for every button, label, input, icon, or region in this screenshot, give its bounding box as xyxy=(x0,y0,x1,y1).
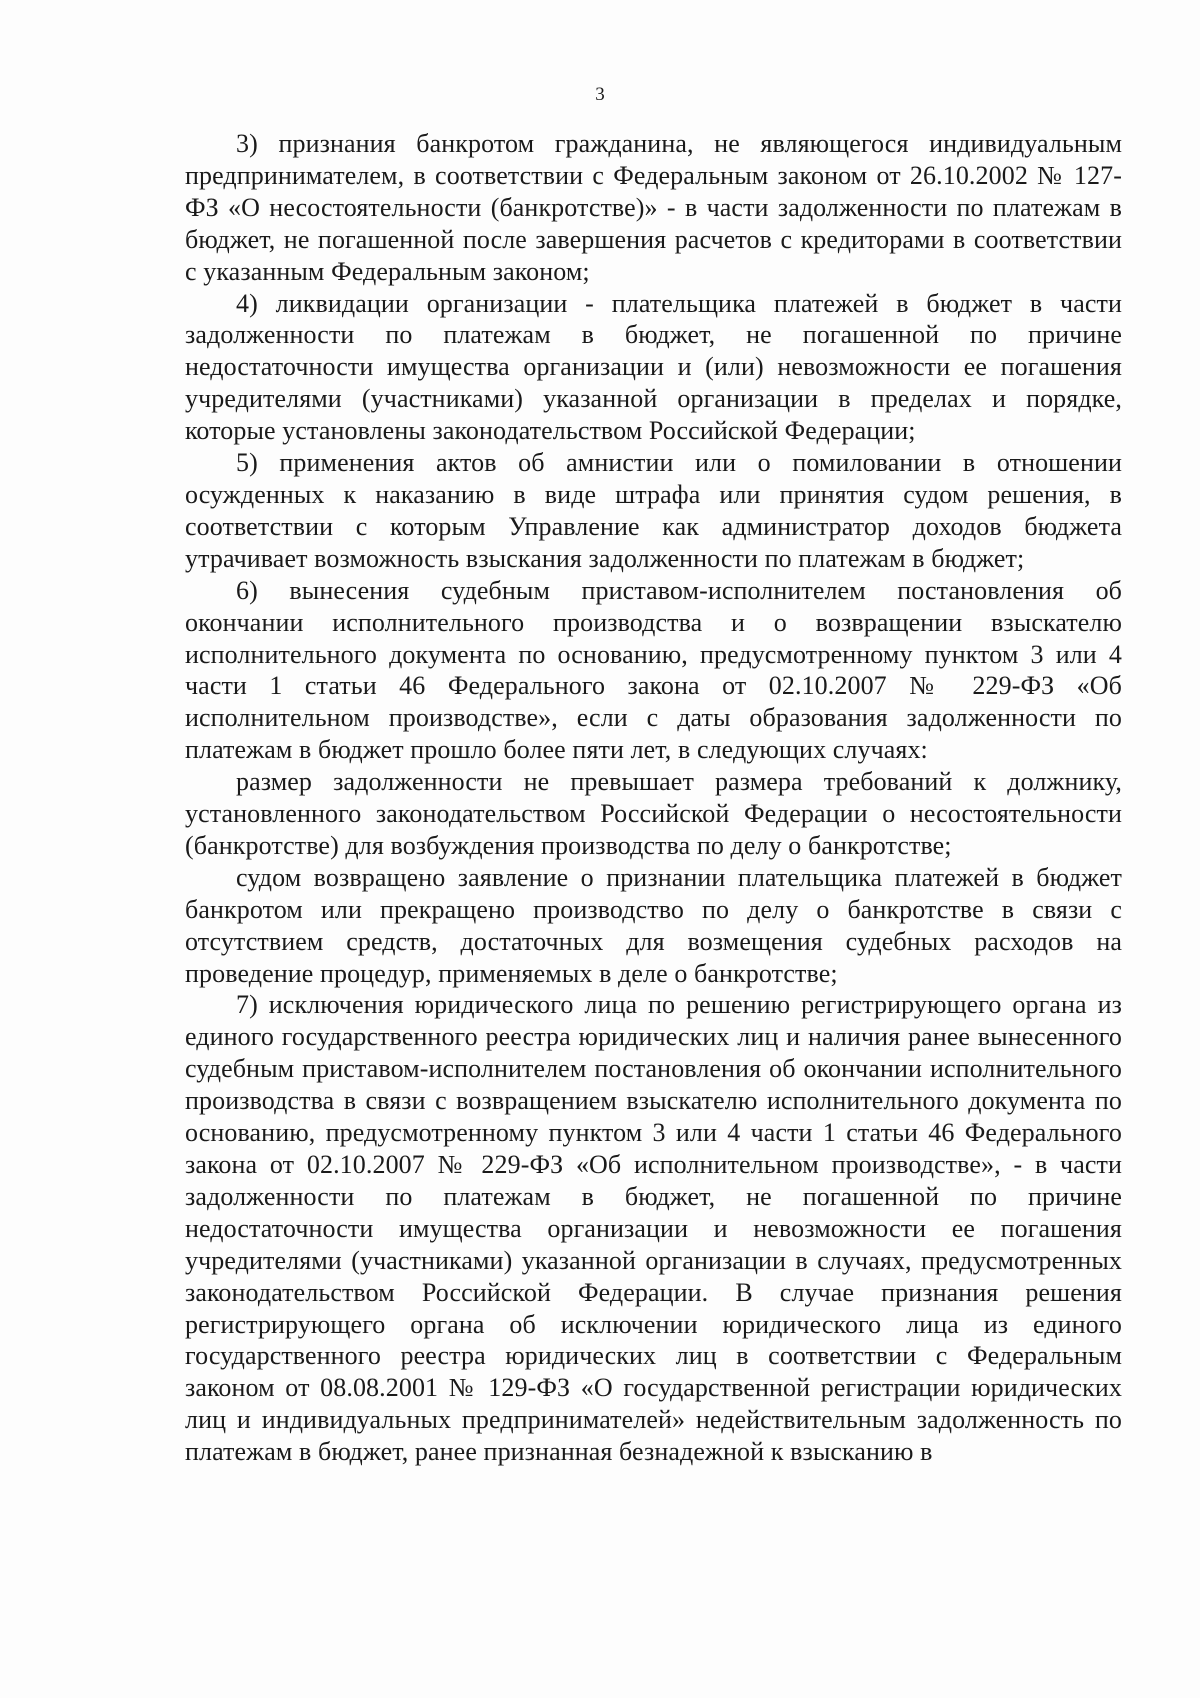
paragraph-subitem-court-returned: судом возвращено заявление о признании плательщика платежей в бюджет банкротом или прекращено производство по делу о банкротстве в связи с отсутствием средств, достаточных для возмещения судебных расходов на проведение процедур, применяемых в деле о банкротстве; xyxy=(185,862,1122,988)
paragraph-item-4: 4) ликвидации организации - плательщика платежей в бюджет в части задолженности по платежам в бюджет, не погашенной по причине недостаточности имущества организации и (или) невозможности ее погашения учредителями (участниками) указанной организации в пределах и порядке, которые установлены законодательством Российской Федерации; xyxy=(185,288,1122,446)
paragraph-subitem-debt-size: размер задолженности не превышает размера требований к должнику, установленного законодательством Российской Федерации о несостоятельности (банкротстве) для возбуждения производства по делу о банкротстве; xyxy=(185,767,1122,860)
paragraph-item-6: 6) вынесения судебным приставом-исполнителем постановления об окончании исполнительного производства и о возвращении взыскателю исполнительного документа по основанию, предусмотренному пунктом 3 или 4 части 1 статьи 46 Федерального закона от 02.10.2007 № 229-ФЗ «Об исполнительном производстве», если с даты образования задолженности по платежам в бюджет прошло более пяти лет, в следующих случаях: xyxy=(185,575,1122,765)
page-number: 3 xyxy=(595,84,605,105)
paragraph-item-7: 7) исключения юридического лица по решению регистрирующего органа из единого государственного реестра юридических лиц и наличия ранее вынесенного судебным приставом-исполнителем постановления об окончании исполнительного производства в связи с возвращением взыскателю исполнительного документа по основанию, предусмотренному пунктом 3 или 4 части 1 статьи 46 Федерального закона от 02.10.2007 № 229-ФЗ «Об исполнительном производстве», - в части задолженности по платежам в бюджет, не погашенной по причине недостаточности имущества организации и невозможности ее погашения учредителями (участниками) указанной организации в случаях, предусмотренных законодательством Российской Федерации. В случае признания решения регистрирующего органа об исключении юридического лица из единого государственного реестра юридических лиц в соответствии с Федеральным законом от 08.08.2001 № 129-ФЗ «О государственной регистрации юридических лиц и индивидуальных предпринимателей» недействительным задолженность по платежам в бюджет, ранее признанная безнадежной к взысканию в xyxy=(185,990,1122,1467)
body-text xyxy=(185,128,1122,1468)
paragraph-item-3: 3) признания банкротом гражданина, не являющегося индивидуальным предпринимателем, в соответствии с Федеральным законом от 26.10.2002 № 127-ФЗ «О несостоятельности (банкротстве)» - в части задолженности по платежам в бюджет, не погашенной после завершения расчетов с кредиторами в соответствии с указанным Федеральным законом; xyxy=(185,129,1122,286)
paragraph-item-5: 5) применения актов об амнистии или о помиловании в отношении осужденных к наказанию в виде штрафа или принятия судом решения, в соответствии с которым Управление как администратор доходов бюджета утрачивает возможность взыскания задолженности по платежам в бюджет; xyxy=(185,448,1122,573)
